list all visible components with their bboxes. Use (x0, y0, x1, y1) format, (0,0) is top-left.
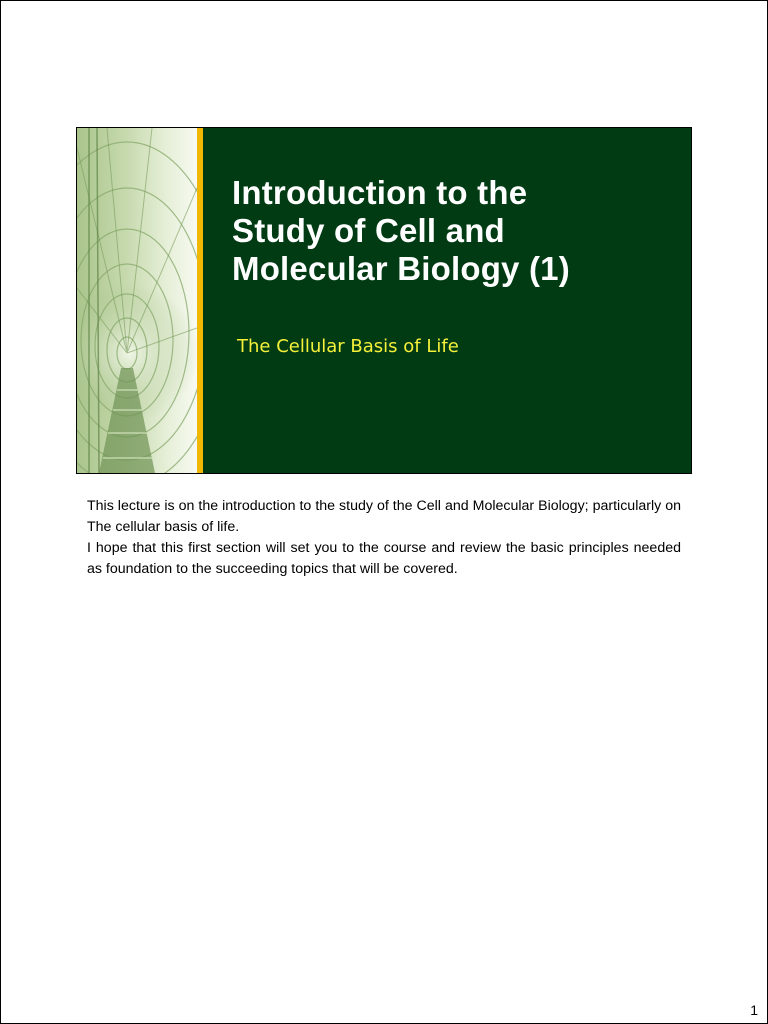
accent-stripe (197, 128, 203, 473)
slide-tunnel-image (77, 128, 197, 473)
notes-paragraph: I hope that this first section will set you to the course and review the basic principles needed as foundation to the succeeding topics that will be covered. (87, 540, 681, 577)
notes-paragraph: This lecture is on the introduction to the study of the Cell and Molecular Biology; particularly on The cellular basis of life. (87, 498, 681, 535)
speaker-notes (87, 496, 681, 580)
tunnel-illustration (77, 128, 197, 473)
slide-title: Introduction to the Study of Cell and Molecular Biology (1) (232, 174, 570, 287)
page-number: 1 (750, 1002, 758, 1018)
slide-thumbnail (76, 127, 692, 474)
slide-subtitle: The Cellular Basis of Life (237, 336, 459, 357)
